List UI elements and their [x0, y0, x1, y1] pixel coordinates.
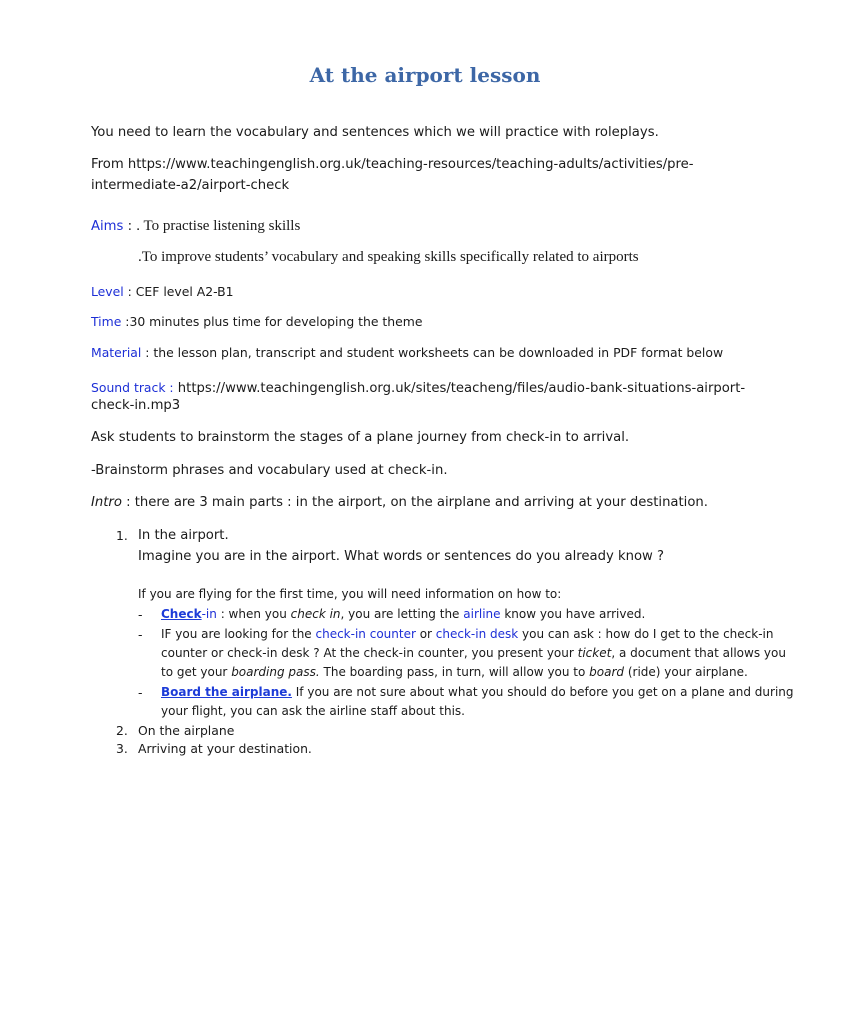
intro-line: You need to learn the vocabulary and sentences which we will practice with roleplays.: [91, 125, 659, 140]
intro-label: Intro: [91, 495, 122, 510]
counter-text-7: The boarding pass, in turn, will allow you to: [319, 665, 590, 679]
level-label: Level: [91, 284, 124, 299]
intro-text: : there are 3 main parts : in the airport, on the airplane and arriving at your destination.: [121, 495, 708, 510]
bullet-dash: -: [138, 627, 143, 642]
checkin-suffix: -in: [201, 607, 217, 621]
bullet-counter-line-3: [161, 665, 748, 679]
counter-text-2: or: [415, 627, 436, 641]
bullet-board-line-1: [161, 685, 794, 699]
list-number-2: 2.: [116, 723, 128, 738]
counter-text-5: , a document that allows you: [611, 646, 786, 660]
source-url-line-1: From https://www.teachingenglish.org.uk/teaching-resources/teaching-adults/activities/pre-: [91, 157, 694, 172]
bullet-checkin: [161, 607, 645, 621]
material-separator: :: [141, 345, 154, 360]
brainstorm-line-2: -Brainstorm phrases and vocabulary used at check-in.: [91, 463, 448, 478]
level-row: [91, 284, 234, 299]
material-value: the lesson plan, transcript and student worksheets can be downloaded in PDF format below: [153, 345, 724, 360]
aims-item-2: .To improve students’ vocabulary and speaking skills specifically related to airports: [138, 249, 639, 265]
level-value: CEF level A2-B1: [135, 284, 234, 299]
soundtrack-label: Sound track :: [91, 380, 174, 395]
counter-text-4: counter or check-in desk ? At the check-in counter, you present your: [161, 646, 578, 660]
soundtrack-row: [91, 377, 745, 396]
page-title: At the airport lesson: [309, 63, 541, 87]
checkin-counter-term: check-in counter: [315, 627, 416, 641]
material-row: [91, 345, 723, 360]
intro-row: [91, 495, 708, 510]
counter-text-3: you can ask : how do I get to the check-in: [518, 627, 774, 641]
list-item-2: On the airplane: [138, 723, 235, 738]
list-item-3: Arriving at your destination.: [138, 741, 312, 756]
board-term: board: [589, 665, 625, 679]
brainstorm-line-1: Ask students to brainstorm the stages of a plane journey from check-in to arrival.: [91, 430, 630, 445]
level-separator: :: [123, 284, 136, 299]
boarding-pass-term: boarding pass.: [231, 665, 320, 679]
checkin-text-1: : when you: [216, 607, 291, 621]
soundtrack-url-1: https://www.teachingenglish.org.uk/sites/teacheng/files/audio-bank-situations-airport-: [173, 381, 746, 396]
list-number-3: 3.: [116, 741, 128, 756]
bullet-board-line-2: your flight, you can ask the airline staff about this.: [161, 704, 465, 718]
list-item-1-question: Imagine you are in the airport. What words or sentences do you already know ?: [138, 549, 665, 564]
counter-text-1: IF you are looking for the: [161, 627, 316, 641]
aims-label: Aims: [91, 219, 124, 234]
check-link[interactable]: Check: [161, 607, 202, 621]
board-airplane-link[interactable]: Board the airplane.: [161, 685, 292, 699]
checkin-text-2: , you are letting the: [340, 607, 464, 621]
first-time-line: If you are flying for the first time, you will need information on how to:: [138, 587, 562, 601]
time-value: 30 minutes plus time for developing the theme: [129, 314, 423, 329]
checkin-term: check in: [290, 607, 341, 621]
soundtrack-url-2: check-in.mp3: [91, 398, 181, 413]
material-label: Material: [91, 345, 142, 360]
ticket-term: ticket: [577, 646, 612, 660]
counter-text-8: (ride) your airplane.: [624, 665, 748, 679]
time-row: [91, 314, 422, 329]
bullet-dash: -: [138, 685, 143, 700]
list-item-1-title: In the airport.: [138, 528, 229, 543]
bullet-counter-line-1: [161, 627, 774, 641]
checkin-desk-term: check-in desk: [435, 627, 519, 641]
aims-row: [91, 215, 300, 235]
aims-separator: :: [123, 219, 137, 234]
time-label: Time: [91, 314, 122, 329]
source-url-line-2: intermediate-a2/airport-check: [91, 178, 290, 193]
aims-item-1: . To practise listening skills: [136, 218, 301, 234]
airline-term: airline: [463, 607, 501, 621]
list-number-1: 1.: [116, 528, 128, 543]
bullet-dash: -: [138, 607, 143, 622]
time-separator: :: [121, 314, 130, 329]
checkin-text-3: know you have arrived.: [500, 607, 646, 621]
bullet-counter-line-2: [161, 646, 786, 660]
counter-text-6: to get your: [161, 665, 232, 679]
board-text-1: If you are not sure about what you should do before you get on a plane and during: [291, 685, 794, 699]
